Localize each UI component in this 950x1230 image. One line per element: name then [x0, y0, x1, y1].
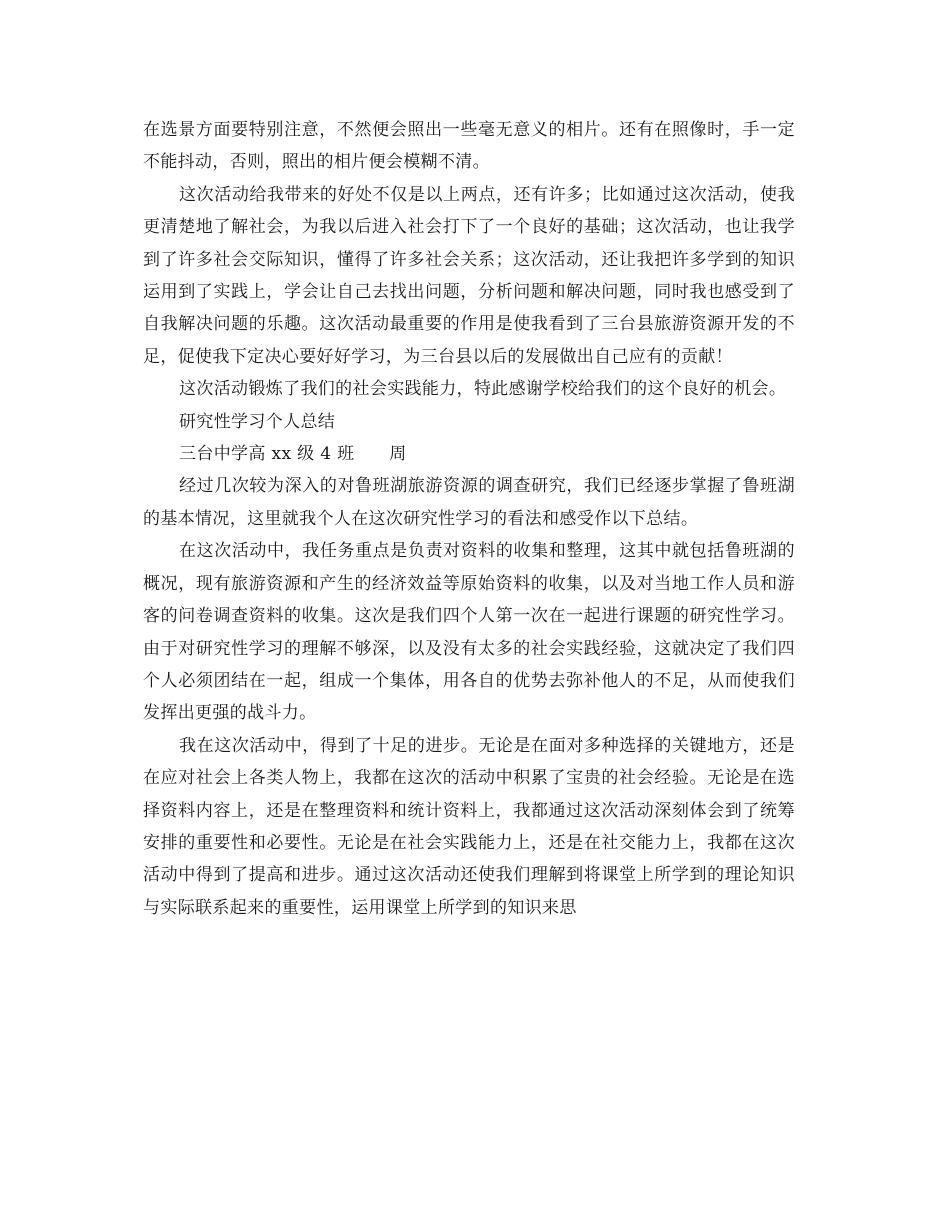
author-line: 三台中学高 xx 级 4 班 周 — [179, 444, 407, 465]
paragraph-3: 这次活动锻炼了我们的社会实践能力，特此感谢学校给我们的这个良好的机会。 — [179, 379, 787, 400]
document-body — [143, 114, 795, 924]
paragraph-8: 我在这次活动中，得到了十足的进步。无论是在面对多种选择的关键地方，还是在应对社会上各类人物上，我都在这次的活动中积累了宝贵的社会经验。无论是在选择资料内容上，还是在整理资料和统计资料上，我都通过这次活动深刻体会到了统筹安排的重要性和必要性。无论是在社会实践能力上，还是在社交能力上，我都在这次活动中得到了提高和进步。通过这次活动还使我们理解到将课堂上所学到的理论知识与实际联系起来的重要性，运用课堂上所学到的知识来思 — [143, 735, 795, 918]
paragraph-2: 这次活动给我带来的好处不仅是以上两点，还有许多；比如通过这次活动，使我更清楚地了解社会，为我以后进入社会打下了一个良好的基础；这次活动，也让我学到了许多社会交际知识，懂得了许多社会关系；这次活动，还让我把许多学到的知识运用到了实践上，学会让自己去找出问题，分析问题和解决问题，同时我也感受到了自我解决问题的乐趣。这次活动最重要的作用是使我看到了三台县旅游资源开发的不足，促使我下定决心要好好学习，为三台县以后的发展做出自己应有的贡献！ — [143, 184, 795, 367]
paragraph-6: 经过几次较为深入的对鲁班湖旅游资源的调查研究，我们已经逐步掌握了鲁班湖的基本情况，这里就我个人在这次研究性学习的看法和感受作以下总结。 — [143, 476, 795, 529]
paragraph-1: 在选景方面要特别注意，不然便会照出一些毫无意义的相片。还有在照像时，手一定不能抖动，否则，照出的相片便会模糊不清。 — [143, 120, 795, 173]
paragraph-7: 在这次活动中，我任务重点是负责对资料的收集和整理，这其中就包括鲁班湖的概况，现有旅游资源和产生的经济效益等原始资料的收集，以及对当地工作人员和游客的问卷调查资料的收集。这次是我们四个人第一次在一起进行课题的研究性学习。由于对研究性学习的理解不够深，以及没有太多的社会实践经验，这就决定了我们四个人必须团结在一起，组成一个集体，用各自的优势去弥补他人的不足，从而使我们发挥出更强的战斗力。 — [143, 541, 795, 724]
section-heading: 研究性学习个人总结 — [179, 411, 336, 432]
